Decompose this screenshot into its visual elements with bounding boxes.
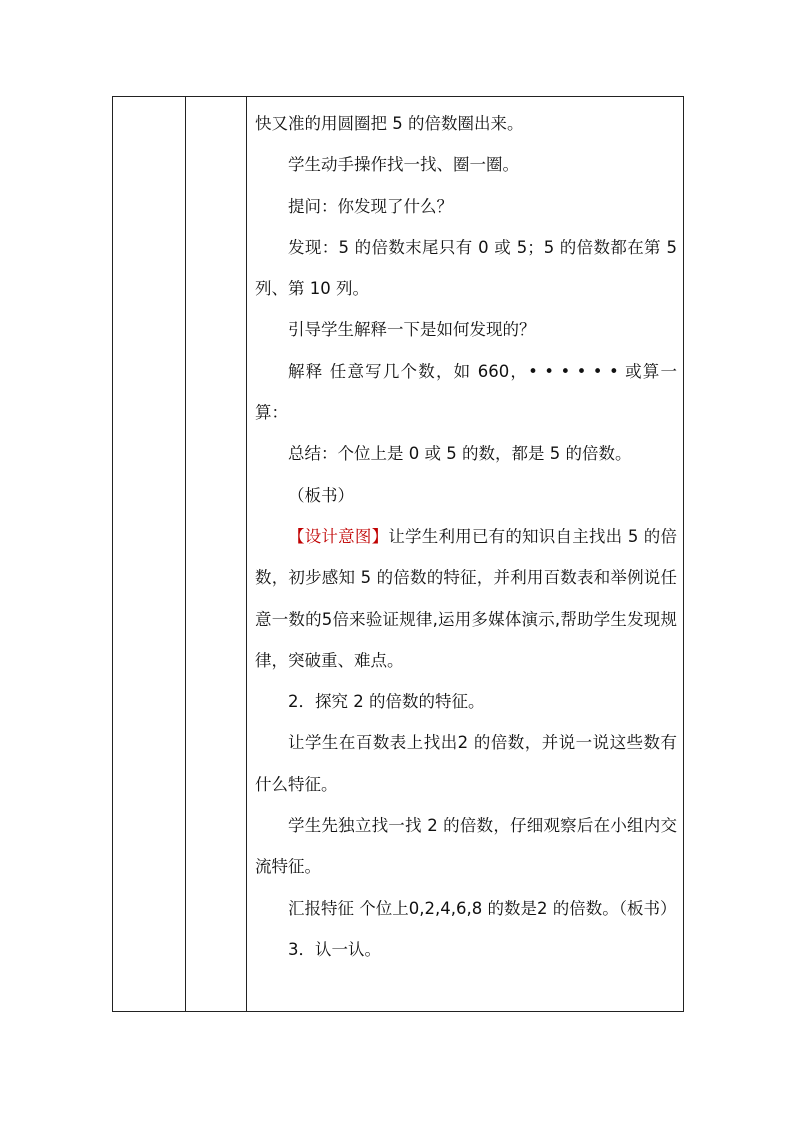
paragraph-circle-multiples: 快又准的用圆圈把 5 的倍数圈出来。 — [255, 114, 524, 133]
paragraph-summary: 总结：个位上是 0 或 5 的数，都是 5 的倍数。 — [288, 444, 632, 464]
paragraph-find-multiples-2: 让学生在百数表上找出2 的倍数，并说一说这些数有什么特征。 — [255, 733, 677, 794]
paragraph-discovery: 发现：5 的倍数末尾只有 0 或 5；5 的倍数都在第 5 列、第 10 列。 — [255, 237, 677, 299]
paragraph-hands-on: 学生动手操作找一找、圈一圈。 — [288, 155, 519, 175]
lesson-table — [112, 96, 684, 1012]
paragraph-question: 提问：你发现了什么？ — [288, 196, 453, 216]
paragraph-guide-explain: 引导学生解释一下是如何发现的？ — [288, 320, 536, 340]
paragraph-group-discussion: 学生先独立找一找 2 的倍数，仔细观察后在小组内交流特征。 — [255, 816, 677, 877]
design-intent-label: 【设计意图】 — [288, 526, 389, 546]
paragraph-design-intent — [255, 516, 677, 681]
table-column-content — [247, 97, 683, 1011]
table-column-1 — [113, 97, 186, 1011]
paragraph-explanation: 解释 任意写几个数，如 660，• • • • • • 或算一算： — [255, 361, 677, 423]
paragraph-explore-2: 2．探究 2 的倍数的特征。 — [288, 692, 485, 712]
paragraph-recognize: 3．认一认。 — [288, 939, 381, 959]
paragraph-report-feature: 汇报特征 个位上0,2,4,6,8 的数是2 的倍数。（板书） — [288, 898, 677, 918]
design-intent-text: 让学生利用已有的知识自主找出 5 的倍数，初步感知 5 的倍数的特征，并利用百数表和举例说任意一数的5倍来验证规律,运用多媒体演示,帮助学生发现规律，突破重、难点。 — [255, 526, 677, 670]
paragraph-blackboard-note: （板书） — [288, 485, 354, 505]
table-column-2 — [186, 97, 247, 1011]
